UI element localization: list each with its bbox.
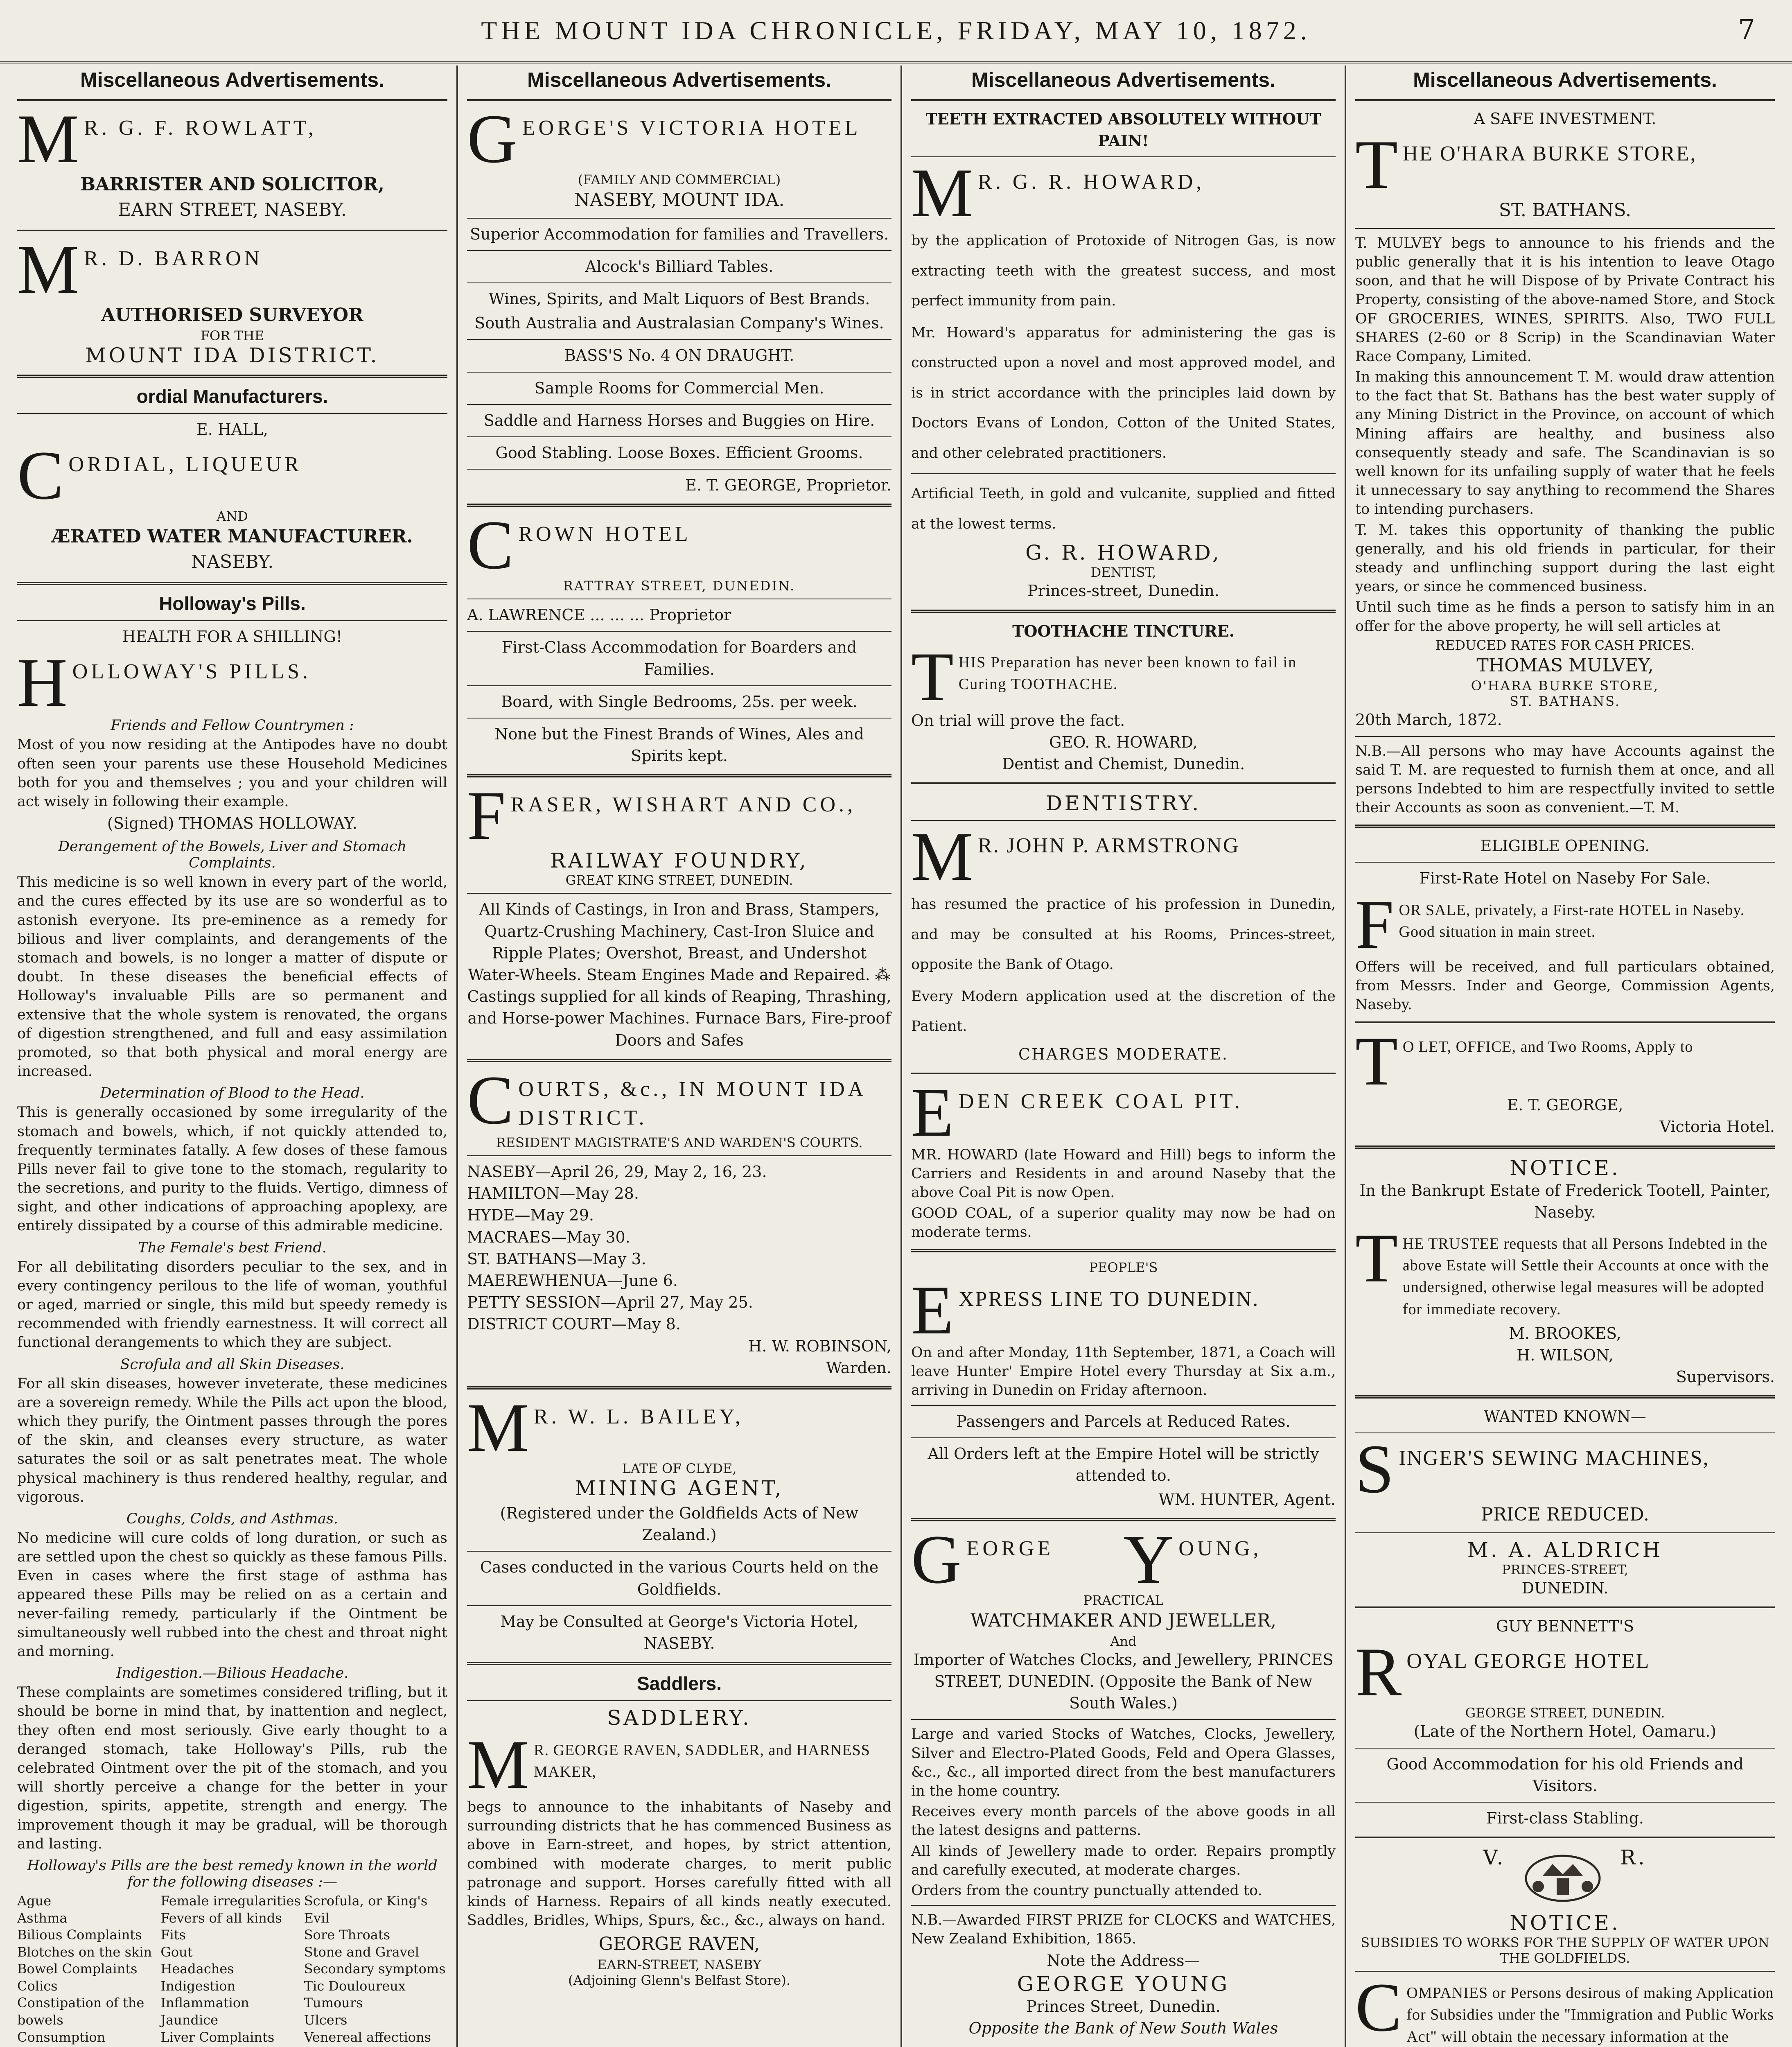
body-text: All Kinds of Castings, in Iron and Brass, Stampers, Quartz-Crushing Machinery, Cast-Iron Sluice and Ripple Plates; Overshot, Breast, and Undershot Water-Wheels. Steam Engines Made and Repaired. ⁂ Castings supplied for all kinds of Reaping, Thrashing, and Horse-power Machines. Furnace Bars, Fire-proof Doors and Safes xyxy=(467,900,891,1049)
body-text: All Orders left at the Empire Hotel will be strictly attended to. xyxy=(928,1444,1319,1484)
howard-dental-advert xyxy=(911,154,1336,602)
advert-title: ÆRATED WATER MANUFACTURER. xyxy=(52,526,413,547)
column-heading: Miscellaneous Advertisements. xyxy=(971,68,1275,91)
body-text: These complaints are sometimes considered trifling, but it should be borne in mind that, by inattention and neglect, they often end most seriously. Give early thought to a deranged stomach, take Holloway's Pills, rub the celebrated Ointment over the pit of the stomach, and you will shortly perceive a change for the better in your digestion, spirits, appetite, strength and energy. The improvement though it may be gradual, will be thorough and lasting. xyxy=(17,1684,447,1852)
body-text: T. MULVEY begs to announce to his friends and the public generally that it is his intention to leave Otago soon, and that he will Dispose of by Private Contract his Property, consisting of the above-named Store, and Stock OF GROCERIES, WINES, SPIRITS. Also, TWO FULL SHARES (2-60 or 8 Scrip) in the Scandinavian Water Race Company, Limited. xyxy=(1355,235,1775,365)
drop-initial: C xyxy=(467,506,514,584)
disease-item: Inflammation xyxy=(160,1995,249,2011)
disease-item: Liver Complaints xyxy=(160,2029,275,2045)
body-text: Most of you now residing at the Antipodes have no doubt often seen your parents use these Household Medicines both for you and themselves ; you and your children will act wisely in following their example. xyxy=(17,737,447,810)
advert-line: None but the Finest Brands of Wines, Ales and Spirits kept. xyxy=(494,725,864,765)
body-text: Mr. Howard's apparatus for administering the gas is constructed upon a novel and most approved model, and is in strict accordance with the principles laid down by Doctors Evans of London, Cotton of the United States, and other celebrated practitioners. xyxy=(911,324,1336,461)
drop-initial: H xyxy=(17,644,68,721)
advert-proprietor: E. HALL, xyxy=(196,420,269,438)
advert-sub: SUBSIDIES TO WORKS FOR THE SUPPLY OF WATER UPON THE GOLDFIELDS. xyxy=(1361,1935,1769,1966)
page-number: 7 xyxy=(1738,14,1755,45)
signature: GEORGE YOUNG xyxy=(1017,1972,1230,1996)
body-text: Importer of Watches Clocks, and Jewellery, PRINCES STREET, DUNEDIN. (Opposite the Bank of New South Wales.) xyxy=(913,1650,1334,1713)
drop-initial: T xyxy=(1355,1219,1398,1297)
drop-initial: E xyxy=(911,1271,954,1349)
column-3 xyxy=(901,66,1345,2047)
drop-initial: T xyxy=(1355,126,1398,203)
disease-item: Colics xyxy=(17,1978,58,1994)
advert-opposite: Opposite the Bank of New South Wales xyxy=(968,2019,1278,2037)
subhead: Holloway's Pills are the best remedy known in the world for the following diseases :— xyxy=(27,1857,438,1890)
advert-street: Princes-street, Dunedin. xyxy=(1027,582,1219,600)
body-text: Orders from the country punctually attended to. xyxy=(911,1882,1262,1899)
signature: G. R. HOWARD, xyxy=(1025,541,1221,565)
signature: E. T. GEORGE, xyxy=(1507,1096,1623,1114)
advert-sub: (FAMILY AND COMMERCIAL) xyxy=(578,172,781,188)
disease-item: Consumption xyxy=(17,2029,106,2045)
body-text: N.B.—All persons who may have Accounts against the said T. M. are requested to furnish them at once, and all persons Indebted to him are respectfully invited to settle their Accounts as soon as convenient.—T. M. xyxy=(1355,743,1775,816)
body-text: by the application of Protoxide of Nitrogen Gas, is now extracting teeth with the greatest success, and most perfect immunity from pain. xyxy=(911,233,1336,310)
disease-item: Gout xyxy=(160,1944,193,1960)
royal-crest-icon xyxy=(1355,1846,1775,1907)
advert-name: OURTS, &c., IN MOUNT IDA DISTRICT. xyxy=(518,1077,866,1130)
advert-line: Superior Accommodation for families and Travellers. xyxy=(469,225,889,243)
advert-street: RATTRAY STREET, DUNEDIN. xyxy=(563,578,796,594)
disease-item: Ague xyxy=(17,1893,52,1909)
signature: THOMAS MULVEY, xyxy=(1476,655,1654,676)
disease-list xyxy=(17,1893,447,2047)
advert-sub: PRACTICAL xyxy=(1083,1593,1164,1609)
signature-title: Dentist and Chemist, Dunedin. xyxy=(1002,755,1245,773)
disease-item: Secondary symptoms xyxy=(304,1961,446,1977)
body-text: begs to announce to the inhabitants of Naseby and surrounding districts that he has commenced Business as above in Earn-street, and hopes, by strict attention, combined with moderate charges, to merit public patronage and support. Horses carefully fitted with all kinds of Harness. Repairs of all kinds neatly executed. Saddles, Bridles, Whips, Spurs, &c., &c., always on hand. xyxy=(467,1799,891,1929)
advert-sub: LATE OF CLYDE, xyxy=(622,1460,737,1476)
body-text: This medicine is so well known in every part of the world, and the cures effected by its use are so wonderful as to astonish everyone. Its pre-eminence as a remedy for bilious and liver complaints, and derangements of the stomach and bowels, is no longer a matter of dispute or doubt. In these diseases the beneficial effects of Holloway's invaluable Pills are so permanent and extensive that the whole system is renovated, the organs of digestion strengthened, and full and easy assimilation promoted, so that both physical and moral energy are increased. xyxy=(17,874,447,1080)
subhead: Friends and Fellow Countrymen : xyxy=(111,717,354,734)
body-text: has resumed the practice of his profession in Dunedin, and may be consulted at his Rooms, Princes-street, opposite the Bank of Otago. xyxy=(911,896,1336,973)
singer-advert xyxy=(1355,1406,1775,1599)
sitting-line: MACRAES—May 30. xyxy=(467,1228,630,1246)
fraser-foundry-advert xyxy=(467,777,891,1051)
drop-initial: F xyxy=(467,777,506,854)
section-heading: ordial Manufacturers. xyxy=(136,385,328,407)
drop-initial: T xyxy=(911,638,954,715)
disease-item: Constipation of the bowels xyxy=(17,1995,144,2028)
signature: (Signed) THOMAS HOLLOWAY. xyxy=(107,814,357,833)
disease-item: Bowel Complaints xyxy=(17,1961,138,1977)
signature-title: DENTIST, xyxy=(1090,565,1156,581)
advert-sub: RAILWAY FOUNDRY, xyxy=(550,849,808,873)
disease-item: Scrofula, or King's Evil xyxy=(304,1893,428,1926)
drop-initial: C xyxy=(17,436,64,514)
body-text: (Registered under the Goldfields Acts of New Zealand.) xyxy=(500,1504,859,1544)
body-text: Receives every month parcels of the above goods in all the latest designs and patterns. xyxy=(911,1803,1336,1839)
advert-name: R. W. L. BAILEY, xyxy=(534,1405,744,1428)
body-text: T. M. takes this opportunity of thanking the public generally, and his old friends in particular, for their steady and unflinching support during the last eight years, or since he commenced business. xyxy=(1355,522,1775,595)
advert-for-the: FOR THE xyxy=(200,328,264,343)
advert-line: Good Stabling. Loose Boxes. Efficient Grooms. xyxy=(495,443,863,462)
rowlatt-advert xyxy=(17,100,447,222)
body-text: Cases conducted in the various Courts held on the Goldfields. xyxy=(480,1558,879,1598)
advert-name: OUNG, xyxy=(1178,1537,1262,1561)
cordial-advert xyxy=(17,385,447,574)
trustee-notice-advert xyxy=(1355,1156,1775,1388)
advert-street: PRINCES-STREET, xyxy=(1502,1562,1628,1578)
column-heading: Miscellaneous Advertisements. xyxy=(527,68,831,91)
saddlery-advert xyxy=(467,1672,891,1988)
advert-title: WATCHMAKER AND JEWELLER, xyxy=(970,1610,1277,1631)
advert-name: OLLOWAY'S PILLS. xyxy=(72,660,311,684)
body-text: Large and varied Stocks of Watches, Clocks, Jewellery, Silver and Electro-Plated Goods, Feld and Opera Glasses, &c., &c., all imported direct from the best manufacturers in the home country. xyxy=(911,1726,1336,1799)
advert-and: And xyxy=(1110,1633,1137,1649)
drop-initial: M xyxy=(17,231,79,308)
disease-item: Stone and Gravel xyxy=(304,1944,419,1960)
advert-heading: DENTISTRY. xyxy=(1045,791,1201,816)
advert-proprietor: A. LAWRENCE ... ... ... Proprietor xyxy=(467,606,731,624)
page-header xyxy=(0,0,1792,63)
body-text: In the Bankrupt Estate of Frederick Tootell, Painter, Naseby. xyxy=(1359,1181,1771,1221)
column-2 xyxy=(456,66,901,2047)
body-text: All kinds of Jewellery made to order. Repairs promptly and carefully executed, at moderate charges. xyxy=(911,1843,1336,1878)
toothache-advert xyxy=(911,620,1336,775)
ohara-burke-advert xyxy=(1355,126,1775,817)
advert-name: DEN CREEK COAL PIT. xyxy=(958,1090,1243,1113)
advert-heading: WANTED KNOWN— xyxy=(1484,1408,1646,1426)
body-text: On and after Monday, 11th September, 1871, a Coach will leave Hunter' Empire Hotel every Thursday at Six a.m., arriving in Dunedin on Friday afternoon. xyxy=(911,1344,1336,1399)
advert-name: ROWN HOTEL xyxy=(518,522,691,546)
drop-initial: F xyxy=(1355,886,1394,963)
drop-initial: G xyxy=(467,100,517,177)
advert-name: EORGE xyxy=(966,1537,1054,1561)
advert-title: BARRISTER AND SOLICITOR, xyxy=(80,174,384,195)
drop-initial: M xyxy=(17,100,79,177)
sitting-line: PETTY SESSION—April 27, May 25. xyxy=(467,1293,753,1312)
sitting-line: HYDE—May 29. xyxy=(467,1206,594,1225)
sitting-line: HAMILTON—May 28. xyxy=(467,1184,639,1203)
section-heading: Holloway's Pills. xyxy=(159,593,306,615)
advert-line: Alcock's Billiard Tables. xyxy=(585,257,774,276)
drop-initial: T xyxy=(1355,1023,1398,1100)
signature: H. WILSON, xyxy=(1517,1346,1614,1364)
advert-town: NASEBY. xyxy=(191,551,274,572)
barron-advert xyxy=(17,231,447,367)
advert-proprietor: E. T. GEORGE, Proprietor. xyxy=(685,476,891,495)
advert-name: HE O'HARA BURKE STORE, xyxy=(1402,142,1697,166)
column-heading: Miscellaneous Advertisements. xyxy=(80,68,384,91)
advert-line: First-Class Accommodation for Boarders and Families. xyxy=(501,638,857,678)
advert-town: DUNEDIN. xyxy=(1521,1579,1609,1597)
advert-name: XPRESS LINE TO DUNEDIN. xyxy=(958,1287,1259,1311)
disease-item: Bilious Complaints xyxy=(17,1927,142,1943)
drop-initial: Y xyxy=(1123,1521,1174,1598)
advert-name: R. D. BARRON xyxy=(84,247,263,271)
subhead: Coughs, Colds, and Asthmas. xyxy=(126,1510,339,1527)
signature: H. W. ROBINSON, xyxy=(748,1337,891,1355)
advert-name: EORGE'S VICTORIA HOTEL xyxy=(522,116,861,140)
advert-heading: ELIGIBLE OPENING. xyxy=(1480,837,1650,855)
advert-name: ORDIAL, LIQUEUR xyxy=(68,452,302,476)
advert-stabling: First-class Stabling. xyxy=(1486,1809,1644,1827)
signature: WM. HUNTER, Agent. xyxy=(1158,1491,1336,1509)
subhead: Scrofula and all Skin Diseases. xyxy=(120,1356,345,1373)
body-text: GOOD COAL, of a superior quality may now be had on moderate terms. xyxy=(911,1205,1336,1240)
column-4 xyxy=(1345,66,1784,2047)
advert-late: (Late of the Northern Hotel, Oamaru.) xyxy=(1413,1722,1717,1741)
advert-place: NASEBY, MOUNT IDA. xyxy=(574,190,785,210)
disease-item: Indigestion xyxy=(160,1978,236,1994)
signature-title: Warden. xyxy=(826,1358,891,1377)
drop-initial: C xyxy=(467,1061,514,1139)
advert-sub: PEOPLE'S xyxy=(1089,1259,1158,1275)
eligible-opening-advert xyxy=(1355,835,1775,1014)
disease-item: Jaundice xyxy=(160,2012,219,2028)
advert-heading: GUY BENNETT'S xyxy=(1496,1617,1634,1636)
disease-item: Fits xyxy=(160,1927,186,1943)
advert-date: 20th March, 1872. xyxy=(1355,711,1502,729)
advert-name: OYAL GEORGE HOTEL xyxy=(1406,1649,1650,1673)
body-text: Artificial Teeth, in gold and vulcanite, supplied and fitted at the lowest terms. xyxy=(911,486,1336,532)
column-heading: Miscellaneous Advertisements. xyxy=(1413,68,1717,91)
drop-initial: R xyxy=(1355,1634,1402,1711)
disease-item: Blotches on the skin xyxy=(17,1944,152,1960)
signature-place: ST. BATHANS. xyxy=(1509,694,1621,709)
crest-right: R. xyxy=(1620,1846,1647,1870)
advert-name: R. GEORGE RAVEN, SADDLER, and HARNESS MAKER, xyxy=(534,1742,870,1781)
body-text: Good Accommodation for his old Friends and Visitors. xyxy=(1386,1755,1744,1795)
drop-initial: M xyxy=(467,1726,529,1803)
eden-creek-advert xyxy=(911,1074,1336,1242)
subhead: Determination of Blood to the Head. xyxy=(100,1085,365,1102)
royal-george-advert xyxy=(1355,1615,1775,1829)
advert-line: South Australia and Australasian Company's Wines. xyxy=(474,314,884,332)
subhead: Derangement of the Bowels, Liver and Stomach Complaints. xyxy=(58,838,407,872)
advert-name: HE TRUSTEE requests that all Persons Indebted in the above Estate will Settle their Accounts at once with the undersigned, otherwise legal measures will be adopted for immediate recovery. xyxy=(1402,1235,1769,1318)
disease-item: Headaches xyxy=(160,1961,234,1977)
drop-initial: S xyxy=(1355,1430,1394,1508)
advert-heading: NOTICE. xyxy=(1510,1156,1620,1180)
advert-address: EARN STREET, NASEBY. xyxy=(118,199,347,220)
advert-title: MINING AGENT, xyxy=(575,1476,784,1500)
sitting-line: NASEBY—April 26, 29, May 2, 16, 23. xyxy=(467,1163,767,1181)
column-1 xyxy=(8,66,456,2047)
crown-hotel-advert xyxy=(467,506,891,767)
victoria-hotel-advert xyxy=(467,100,891,496)
disease-item: Fevers of all kinds xyxy=(160,1910,282,1926)
body-text: May be Consulted at George's Victoria Hotel, NASEBY. xyxy=(500,1612,858,1652)
advert-sub: PRICE REDUCED. xyxy=(1481,1504,1649,1525)
body-text: Passengers and Parcels at Reduced Rates. xyxy=(956,1412,1291,1430)
advert-name: R. G. F. ROWLATT, xyxy=(84,116,317,140)
subsidies-notice-advert xyxy=(1355,1846,1775,2047)
sitting-line: ST. BATHANS—May 3. xyxy=(467,1249,646,1268)
subhead: Indigestion.—Bilious Headache. xyxy=(116,1665,349,1682)
advert-street: EARN-STREET, NASEBY xyxy=(597,1957,761,1972)
signature: M. BROOKES, xyxy=(1509,1324,1621,1342)
advert-line: Board, with Single Bedrooms, 25s. per week. xyxy=(501,692,858,711)
courts-advert xyxy=(467,1061,891,1379)
advert-line: Sample Rooms for Commercial Men. xyxy=(534,379,824,397)
body-text: This is generally occasioned by some irregularity of the stomach and bowels, which, if not quickly attended to, frequently terminates fatally. A few doses of these famous Pills never fail to give tone to the stomach, regularity to the secretions, and purity to the fluids. Vertigo, dimness of sight, and other indications of approaching apoplexy, are entirely dissipated by a course of this admirable medicine. xyxy=(17,1104,447,1234)
drop-initial: M xyxy=(467,1389,529,1466)
masthead-title: THE MOUNT IDA CHRONICLE, FRIDAY, MAY 10, 1872. xyxy=(481,16,1311,45)
drop-initial: C xyxy=(1355,1969,1402,2046)
advert-name: R. G. R. HOWARD, xyxy=(978,170,1205,194)
dentistry-advert xyxy=(911,791,1336,1065)
disease-item: Venereal affections xyxy=(304,2029,431,2045)
advert-name: OMPANIES or Persons desirous of making Application for Subsidies under the "Immigration and Public Works Act" will obtain the necessary information at the xyxy=(1406,1984,1774,2045)
advert-heading: NOTICE. xyxy=(1510,1911,1620,1935)
advert-heading: TEETH EXTRACTED ABSOLUTELY WITHOUT PAIN! xyxy=(925,110,1321,150)
disease-item: Tumours xyxy=(304,1995,363,2011)
signature: M. A. ALDRICH xyxy=(1467,1538,1663,1562)
body-text: No medicine will cure colds of long duration, or such as are settled upon the chest so quickly as these famous Pills. Even in cases where the first stage of asthma has appeared these Pills may be relied on as a certain and never-failing remedy, particularly if the Ointment be simultaneously well rubbed into the chest and throat night and morning. xyxy=(17,1530,447,1660)
disease-item: Sore Throats xyxy=(304,1927,390,1943)
disease-item: Tic Douloureux xyxy=(304,1978,406,1994)
advert-street: GEORGE STREET, DUNEDIN. xyxy=(1465,1705,1665,1721)
advert-line: BASS'S No. 4 ON DRAUGHT. xyxy=(564,346,794,365)
to-let-advert xyxy=(1355,1023,1775,1138)
express-line-advert xyxy=(911,1260,1336,1511)
advert-sub: ST. BATHANS. xyxy=(1499,200,1632,221)
advert-note: Note the Address— xyxy=(1047,1952,1200,1970)
advert-heading: A SAFE INVESTMENT. xyxy=(1474,110,1657,128)
disease-item: Female irregularities xyxy=(160,1893,301,1909)
body-text: For all debilitating disorders peculiar to the sex, and in every contingency perilous to the life of woman, youthful or aged, married or single, this mild but speedy remedy is recommended with friendly earnestness. It will correct all functional derangements to which they are subject. xyxy=(17,1258,447,1351)
body-text: Until such time as he finds a person to satisfy him in an offer for the above property, he will sell articles at xyxy=(1355,599,1775,635)
advert-name: O LET, OFFICE, and Two Rooms, Apply to xyxy=(1402,1038,1693,1056)
disease-item: Ulcers xyxy=(304,2012,348,2028)
body-text: On trial will prove the fact. xyxy=(911,711,1125,730)
signature-title: Supervisors. xyxy=(1676,1368,1775,1386)
body-text: For all skin diseases, however inveterate, these medicines are a sovereign remedy. While the Pills act upon the blood, which they purify, the Ointment passes through the pores of the skin, and cleanses every structure, as water saturates the soil or as salt penetrates meat. The whole physical machinery is thus rendered healthy, regular, and vigorous. xyxy=(17,1375,447,1505)
advert-and: AND xyxy=(217,508,248,524)
advert-name: R. JOHN P. ARMSTRONG xyxy=(978,834,1240,858)
drop-initial: G xyxy=(911,1521,961,1598)
advert-sub: First-Rate Hotel on Naseby For Sale. xyxy=(1419,869,1711,888)
advert-name: RASER, WISHART AND CO., xyxy=(510,793,856,817)
advert-reduced: REDUCED RATES FOR CASH PRICES. xyxy=(1435,637,1695,653)
body-text: Offers will be received, and full particulars obtained, from Messrs. Inder and George, Commission Agents, Naseby. xyxy=(1355,958,1775,1013)
advert-line: Saddle and Harness Horses and Buggies on Hire. xyxy=(483,411,875,429)
body-text: N.B.—Awarded FIRST PRIZE for CLOCKS and WATCHES, New Zealand Exhibition, 1865. xyxy=(911,1912,1336,1948)
drop-initial: M xyxy=(911,154,973,232)
advert-note: (Adjoining Glenn's Belfast Store). xyxy=(568,1972,790,1988)
advert-heading: TOOTHACHE TINCTURE. xyxy=(1012,621,1235,640)
body-text: In making this announcement T. M. would draw attention to the fact that St. Bathans has the best water supply of any Mining District in the Province, on account of which Mining affairs are healthy, and business also consequently steady and safe. The Scandinavian is so well known for its unfailing supply of water that he feels it unnecessary to say anything to recommend the Shares to intending purchasers. xyxy=(1355,369,1775,518)
advert-name: OR SALE, privately, a First-rate HOTEL in Naseby. Good situation in main street. xyxy=(1399,901,1745,940)
signature-place: Victoria Hotel. xyxy=(1659,1118,1775,1136)
advert-line: Wines, Spirits, and Malt Liquors of Best Brands. xyxy=(488,289,870,308)
advert-name: HIS Preparation has never been known to fail in Curing TOOTHACHE. xyxy=(958,653,1297,693)
george-young-advert xyxy=(911,1521,1336,2039)
advert-street: Princes Street, Dunedin. xyxy=(1026,1997,1221,2015)
drop-initial: E xyxy=(911,1074,954,1151)
section-heading: Saddlers. xyxy=(636,1673,722,1695)
body-text: MR. HOWARD (late Howard and Hill) begs to inform the Carriers and Residents in and around Naseby that the above Coal Pit is now Open. xyxy=(911,1147,1336,1201)
holloway-advert xyxy=(17,592,447,2047)
signature: GEORGE RAVEN, xyxy=(598,1934,760,1955)
disease-item: Asthma xyxy=(17,1910,68,1926)
sitting-line: DISTRICT COURT—May 8. xyxy=(467,1315,681,1333)
signature: GEO. R. HOWARD, xyxy=(1049,733,1198,751)
body-text: Every Modern application used at the discretion of the Patient. xyxy=(911,988,1336,1035)
advert-district: MOUNT IDA DISTRICT. xyxy=(85,343,379,367)
advert-title: AUTHORISED SURVEYOR xyxy=(101,305,363,326)
crest-left: V. xyxy=(1483,1846,1506,1870)
advert-tagline: HEALTH FOR A SHILLING! xyxy=(122,628,343,646)
subhead: The Female's best Friend. xyxy=(138,1239,327,1256)
advert-sub: RESIDENT MAGISTRATE'S AND WARDEN'S COURTS. xyxy=(496,1135,863,1151)
signature-store: O'HARA BURKE STORE, xyxy=(1471,678,1659,694)
advert-charges: CHARGES MODERATE. xyxy=(1018,1045,1228,1063)
advert-name: INGER'S SEWING MACHINES, xyxy=(1399,1446,1709,1470)
advert-street: GREAT KING STREET, DUNEDIN. xyxy=(565,872,793,888)
sitting-line: MAEREWHENUA—June 6. xyxy=(467,1272,678,1290)
drop-initial: M xyxy=(911,818,973,895)
advert-title: SADDLERY. xyxy=(607,1706,752,1730)
bailey-advert xyxy=(467,1389,891,1654)
